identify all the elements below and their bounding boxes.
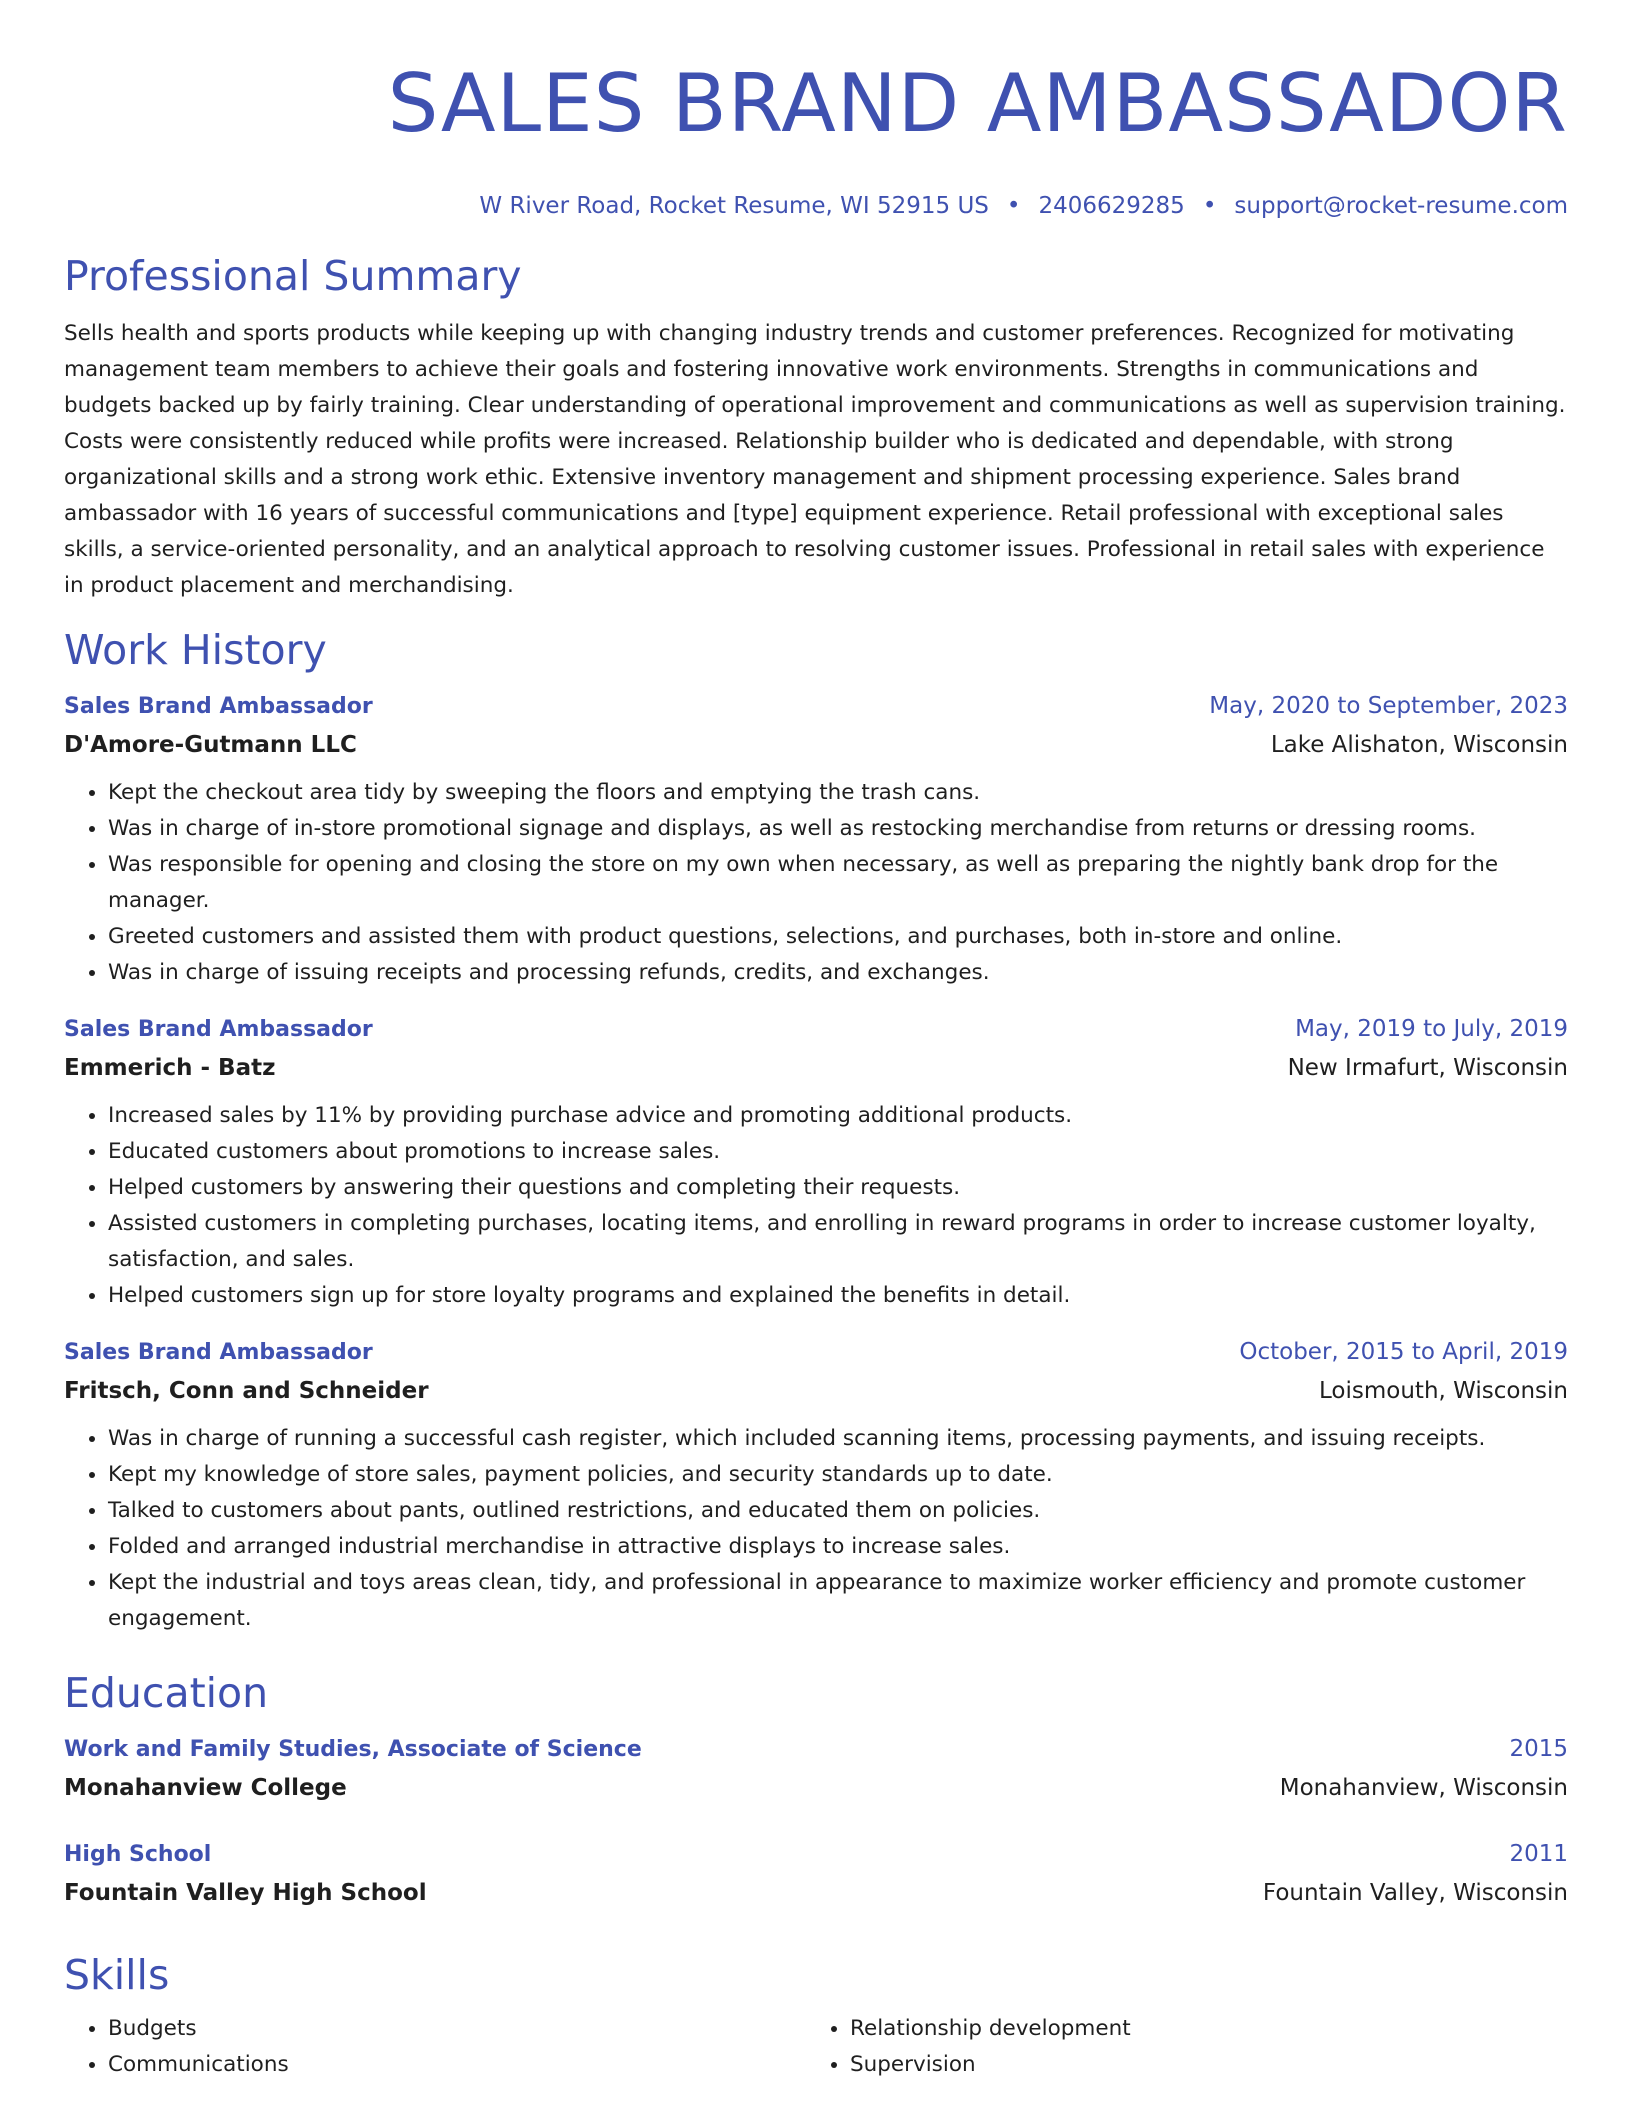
education-year: 2011 [1509,1841,1568,1867]
education-school-row [64,1768,1568,1808]
education-heading: Education [64,1669,269,1717]
job-bullet: • Kept my knowledge of store sales, payment policies, and security standards up to date. [108,1457,1568,1493]
job-header-row [64,1334,1568,1371]
job-role: Sales Brand Ambassador [64,1340,373,1365]
job-bullet: • Greeted customers and assisted them with product questions, selections, and purchases, both in-store and online. [108,919,1568,955]
job-bullet: • Was in charge of running a successful cash register, which included scanning items, processing payments, and issuing receipts. [108,1421,1568,1457]
skills-column-left [64,2011,806,2083]
education-entry [64,1836,1568,1913]
job-bullets [64,1098,1568,1314]
separator-dot: • [1202,193,1217,219]
job-company: D'Amore-Gutmann LLC [64,732,357,758]
job-location: New Irmafurt, Wisconsin [1287,1055,1568,1081]
job-bullet: • Was in charge of issuing receipts and processing refunds, credits, and exchanges. [108,955,1568,991]
job-role: Sales Brand Ambassador [64,694,373,719]
skills-list [64,2011,1568,2083]
education-degree: High School [64,1842,212,1867]
job-bullet: • Helped customers sign up for store loyalty programs and explained the benefits in detail. [108,1278,1568,1314]
job-dates: May, 2019 to July, 2019 [1295,1016,1568,1042]
job-bullet: • Folded and arranged industrial merchandise in attractive displays to increase sales. [108,1529,1568,1565]
job-bullet: • Was in charge of in-store promotional signage and displays, as well as restocking merchandise from returns or dressing rooms. [108,811,1568,847]
job-bullet: • Kept the industrial and toys areas clean, tidy, and professional in appearance to maximize worker efficiency and promote customer engagement. [108,1565,1568,1637]
job-company: Emmerich - Batz [64,1055,276,1081]
job-bullet: • Kept the checkout area tidy by sweeping the floors and emptying the trash cans. [108,775,1568,811]
job-bullet: • Was responsible for opening and closing the store on my own when necessary, as well as preparing the nightly bank drop for the manager. [108,847,1568,919]
job-bullets [64,775,1568,991]
education-location: Fountain Valley, Wisconsin [1262,1880,1568,1906]
education-header-row [64,1731,1568,1768]
summary-heading: Professional Summary [64,252,522,300]
job-bullets [64,1421,1568,1637]
skills-column-right [806,2011,1548,2083]
job-bullet: • Talked to customers about pants, outlined restrictions, and educated them on policies. [108,1493,1568,1529]
job-header-row [64,1011,1568,1048]
education-header-row [64,1836,1568,1873]
education-year: 2015 [1509,1736,1568,1762]
job-bullet: • Assisted customers in completing purchases, locating items, and enrolling in reward programs in order to increase customer loyalty, satisfaction, and sales. [108,1206,1568,1278]
job-bullet: • Educated customers about promotions to increase sales. [108,1134,1568,1170]
job-dates: October, 2015 to April, 2019 [1239,1339,1568,1365]
education-entry [64,1731,1568,1808]
resume-page [64,0,1568,2083]
job-bullet: • Increased sales by 11% by providing purchase advice and promoting additional products. [108,1098,1568,1134]
summary-text: Sells health and sports products while keeping up with changing industry trends and customer preferences. Recognized for motivating management team members to achieve their goals and fostering innovative work environments. Strengths in communications and budgets backed up by fairly training. Clear understanding of operational improvement and communications as well as supervision training. Costs were consistently reduced while profits were increased. Relationship builder who is dedicated and dependable, with strong organizational skills and a strong work ethic. Extensive inventory management and shipment processing experience. Sales brand ambassador with 16 years of successful communications and [type] equipment experience. Retail professional with exceptional sales skills, a service-oriented personality, and an analytical approach to resolving customer issues. Professional in retail sales with experience in product placement and merchandising. [64,321,1566,598]
job-location: Loismouth, Wisconsin [1319,1378,1568,1404]
address-text: W River Road, Rocket Resume, WI 52915 US [479,193,989,219]
job-bullet: • Helped customers by answering their questions and completing their requests. [108,1170,1568,1206]
candidate-name: SALES BRAND AMBASSADOR [387,57,1568,150]
education-school-row [64,1873,1568,1913]
job-entry [64,1334,1568,1637]
job-entry [64,688,1568,991]
job-dates: May, 2020 to September, 2023 [1209,693,1568,719]
education-school: Monahanview College [64,1775,347,1801]
job-company-row [64,725,1568,765]
contact-line [64,190,1568,222]
job-company-row [64,1371,1568,1411]
skill-item: • Relationship development [850,2011,1548,2047]
skills-heading: Skills [64,1951,170,1999]
skill-item: • Communications [108,2047,806,2083]
job-entry [64,1011,1568,1314]
work-history-heading: Work History [64,626,327,674]
job-header-row [64,688,1568,725]
job-company: Fritsch, Conn and Schneider [64,1378,429,1404]
education-school: Fountain Valley High School [64,1880,427,1906]
education-location: Monahanview, Wisconsin [1279,1775,1568,1801]
email-link[interactable]: support@rocket-resume.com [1234,193,1568,219]
skill-item: • Budgets [108,2011,806,2047]
skill-item: • Supervision [850,2047,1548,2083]
job-location: Lake Alishaton, Wisconsin [1270,732,1568,758]
job-company-row [64,1048,1568,1088]
phone-text: 2406629285 [1038,193,1185,219]
job-role: Sales Brand Ambassador [64,1017,373,1042]
education-degree: Work and Family Studies, Associate of Science [64,1737,642,1762]
separator-dot: • [1006,193,1021,219]
